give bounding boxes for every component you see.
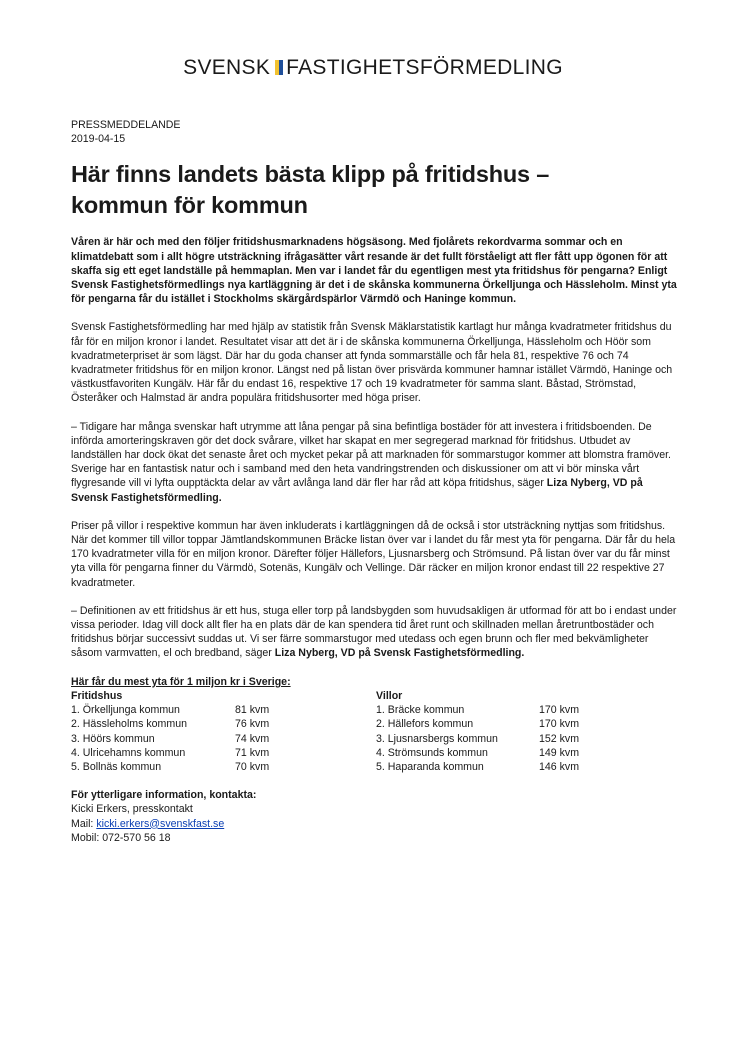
company-logo [0, 56, 746, 80]
list-item-value: 170 kvm [539, 704, 580, 717]
list-item-value: 74 kvm [235, 732, 270, 745]
ranking-lists [71, 689, 681, 774]
list-item-value: 152 kvm [539, 732, 580, 745]
list-item-name: 2. Hässleholms kommun [71, 718, 187, 731]
mail-label: Mail: [71, 817, 97, 830]
list-item [376, 703, 681, 717]
body-paragraph-1: Svensk Fastighetsförmedling har med hjälp av statistik från Svensk Mäklarstatistik kartlagt hur många kvadratmeter fritidshus du får för en miljon kronor i landet. Resultatet visar att det är i de skånska kommunerna Örkelljunga, Hässleholm och Höör som kvadratmeterpriset är som lägst. Där har du goda chanser att fynda sommarställe och får hela 81, respektive 76 och 74 kvadratmeter fritidshus för en miljon kronor. Längst ned på listan över prisvärda kommuner hamnar istället Värmdö, Haninge och västkustfavoriten Kungälv. Här får du endast 16, respektive 17 och 19 kvadratmeter för samma slant. Båstad, Strömstad, Österåker och Halmstad är andra populära fritidshusorter med höga priser. [71, 321, 673, 405]
swedish-flag-icon [274, 57, 283, 72]
list-item-name: 4. Strömsunds kommun [376, 746, 488, 759]
villor-heading: Villor [376, 689, 403, 702]
contact-block [71, 788, 681, 845]
lead-paragraph: Våren är här och med den följer fritidshusmarknadens högsäsong. Med fjolårets rekordvarma sommar och en klimatdebatt som i allt högre utsträckning ifrågasätter vårt resande är det fullt förståeligt att fler fått upp ögonen för att skaffa sig ett eget landställe på hemmaplan. Men var i landet får du egentligen mest yta fritidshus för pengarna? Enligt Svensk Fastighetsförmedlings nya kartläggning är det i de skånska kommunerna Örkelljunga och Hässleholm. Minst yta för pengarna får du istället i Stockholms skärgårdspärlor Värmdö och Haninge kommun. [71, 236, 677, 306]
list-item-name: 1. Örkelljunga kommun [71, 704, 180, 717]
list-heading: Här får du mest yta för 1 miljon kr i Sverige: [71, 675, 291, 688]
list-item-name: 3. Ljusnarsbergs kommun [376, 732, 498, 745]
logo-text-right: FASTIGHETSFÖRMEDLING [286, 56, 563, 79]
list-item [376, 717, 681, 731]
list-item-name: 2. Hällefors kommun [376, 718, 474, 731]
contact-mail [71, 817, 681, 831]
list-item-value: 76 kvm [235, 718, 270, 731]
list-item [71, 760, 376, 774]
email-link[interactable]: kicki.erkers@svenskfast.se [96, 817, 225, 830]
list-item-value: 149 kvm [539, 746, 580, 759]
list-item [71, 717, 376, 731]
body-paragraph-3: Priser på villor i respektive kommun har även inkluderats i kartläggningen då de också i stor utsträckning nyttjas som fritidshus. När det kommer till villor toppar Jämtlandskommunen Bräcke listan över var i landet du får mest yta för pengarna. Där får du hela 170 kvadratmeter villa för en miljon kronor. Därefter följer Hällefors, Ljusnarsberg och Strömsund. På listan över var du får minst yta villa för pengarna finner du Värmdö, Sotenäs, Kungälv och Vellinge. Där räcker en miljon kronor endast till 22 respektive 27 kvadratmeter. [71, 519, 676, 589]
list-item-name: 1. Bräcke kommun [376, 704, 465, 717]
release-date: 2019-04-15 [71, 133, 126, 146]
quote-attribution-2: Liza Nyberg, VD på Svensk Fastighetsförmedling. [274, 647, 525, 660]
list-item-name: 5. Bollnäs kommun [71, 760, 162, 773]
list-item [376, 760, 681, 774]
press-release [71, 118, 681, 845]
list-item-name: 4. Ulricehamns kommun [71, 746, 186, 759]
list-item [376, 732, 681, 746]
list-item [71, 703, 376, 717]
list-item [71, 746, 376, 760]
quote-attribution-1: Liza Nyberg, VD på Svensk Fastighetsförmedling. [71, 477, 643, 504]
fritidshus-list [71, 689, 376, 774]
list-item-name: 3. Höörs kommun [71, 732, 155, 745]
list-item-value: 146 kvm [539, 760, 580, 773]
list-item-name: 5. Haparanda kommun [376, 760, 484, 773]
quote-text-2: – Definitionen av ett fritidshus är ett hus, stuga eller torp på landsbygden som huvudsakligen är utformad för att bo i endast under vissa perioder. Idag vill dock allt fler ha en plats där de kan spendera tid året runt och skillnaden mellan åretruntbostäder och fritidshus börjar successivt suddas ut. Vi ser färre sommarstugor med utedass och egen brunn och fler med bekvämligheter såsom varmvatten, el och bredband, säger [71, 604, 677, 660]
body-paragraph-4 [71, 604, 681, 661]
logo-text-left: SVENSK [183, 56, 271, 79]
list-item-value: 70 kvm [235, 760, 270, 773]
document-type: PRESSMEDDELANDE [71, 119, 181, 131]
page-title [71, 159, 681, 221]
quote-text-1: – Tidigare har många svenskar haft utrymme att låna pengar på sina befintliga bostäder för att investera i fritidsboenden. De införda amorteringskraven gör det dock svårare, vilket har skapat en mer segregerad marknad för fritidshus. Utbudet av landställen har dock ökat det senaste året och mycket pekar på att marknaden för sommarstugor kommer att blomstra framöver. Sverige har en fantastisk natur och i samband med den heta vandringstrenden och diskussioner om att vi bör minska vårt flygresande vill vi lyfta oupptäckta delar av vårt avlånga land där fler har råd att köpa fritidshus, säger [71, 420, 671, 490]
title-line-2: kommun för kommun [71, 192, 308, 219]
list-item [71, 732, 376, 746]
list-item-value: 170 kvm [539, 718, 580, 731]
contact-name: Kicki Erkers, presskontakt [71, 803, 193, 816]
list-item-value: 81 kvm [235, 704, 270, 717]
list-item-value: 71 kvm [235, 746, 270, 759]
body-paragraph-2 [71, 420, 681, 505]
contact-heading: För ytterligare information, kontakta: [71, 789, 257, 802]
list-item [376, 746, 681, 760]
villor-list [376, 689, 681, 774]
contact-mobile: Mobil: 072-570 56 18 [71, 831, 171, 844]
title-line-1: Här finns landets bästa klipp på fritidshus – [71, 161, 550, 188]
fritidshus-heading: Fritidshus [71, 689, 123, 702]
